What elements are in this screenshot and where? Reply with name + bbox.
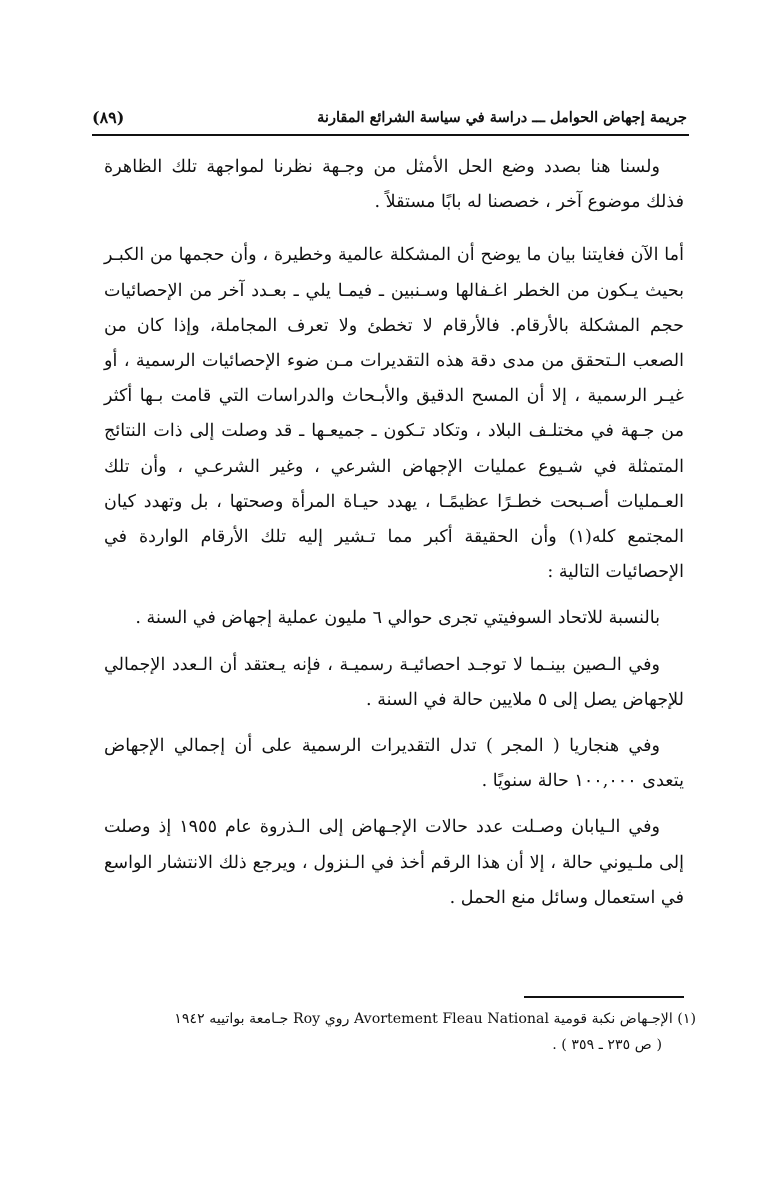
header-rule: [92, 134, 689, 136]
footnote-rule: [524, 996, 684, 998]
paragraph-china: وفي الـصين بينـما لا توجـد احصائيـة رسميـة ، فإنه يـعتقد أن الـعدد الإجمالي للإجهاض يصل إلى ٥ ملايين حالة في السنة .: [104, 654, 684, 710]
paragraph-hungary: وفي هنجاريا ( المجر ) تدل التقديرات الرسمية على أن إجمالي الإجهاض يتعدى ١٠٠,٠٠٠ حالة سنويًا .: [104, 736, 684, 792]
footnote-1-continuation: ( ص ٢٣٥ ـ ٣٥٩ ) .: [552, 1037, 662, 1053]
paragraph-main: أما الآن فغايتنا بيان ما يوضح أن المشكلة عالمية وخطيرة ، وأن حجمها من الكبـر بحيث يـكون من الخطر اغـفالها وسـنبين ـ فيمـا يلي ـ بعـدد آخر من الإحصائيات حجم المشكلة بالأرقام. فالأرقام لا تخطئ ولا تعرف المجاملة، وإذا كان من الصعب الـتحقق من مدى دقة هذه التقديرات مـن ضوء الإحصائيات الرسمية ، أو غيـر الرسمية ، إلا أن المسح الدقيق والأبـحاث والدراسات التي قامت بـها أكثر من جـهة في مختلـف البلاد ، وتكاد تـكون ـ جميعـها ـ قد وصلت إلى ذات النتائج المتمثلة في شـيوع عمليات الإجهاض الشرعي ، وغير الشرعـي ، وأن تلك العـمليات أصـبحت خطـرًا عظيمًـا ، يهدد حيـاة المرأة وصحتها ، بل وتهدد كيان المجتمع كله(١) وأن الحقيقة أكبر مما تـشير إليه تلك الأرقام الواردة في الإحصائيات التالية :: [104, 245, 684, 583]
page-number: (٨٩): [92, 107, 125, 127]
paragraph-japan: وفي الـيابان وصـلت عدد حالات الإجـهاض إلى الـذروة عام ١٩٥٥ إذ وصلت إلى ملـيوني حالة ، إلا أن هذا الرقم أخذ في الـنزول ، ويرجع ذلك الانتشار الواسع في استعمال وسائل منع الحمل .: [104, 817, 684, 908]
paragraph-intro: ولسنا هنا بصدد وضع الحل الأمثل من وجـهة نظرنا لمواجهة تلك الظاهرة فذلك موضوع آخر ، خصصنا له بابًا مستقلاً .: [104, 157, 684, 213]
footnote-1: (١) الإجـهاض نكبة قومية Avortement Fleau National روي Roy جـامعة بواتييه ١٩٤٢: [174, 1011, 696, 1027]
running-header: [92, 104, 687, 130]
body-text: [104, 150, 684, 927]
footnotes: [104, 1006, 696, 1058]
running-header-title: جريمة إجهاض الحوامل ـــ دراسة في سياسة الشرائع المقارنة: [317, 108, 687, 126]
paragraph-soviet-union: بالنسبة للاتحاد السوفيتي تجرى حوالي ٦ مليون عملية إجهاض في السنة .: [135, 608, 660, 629]
